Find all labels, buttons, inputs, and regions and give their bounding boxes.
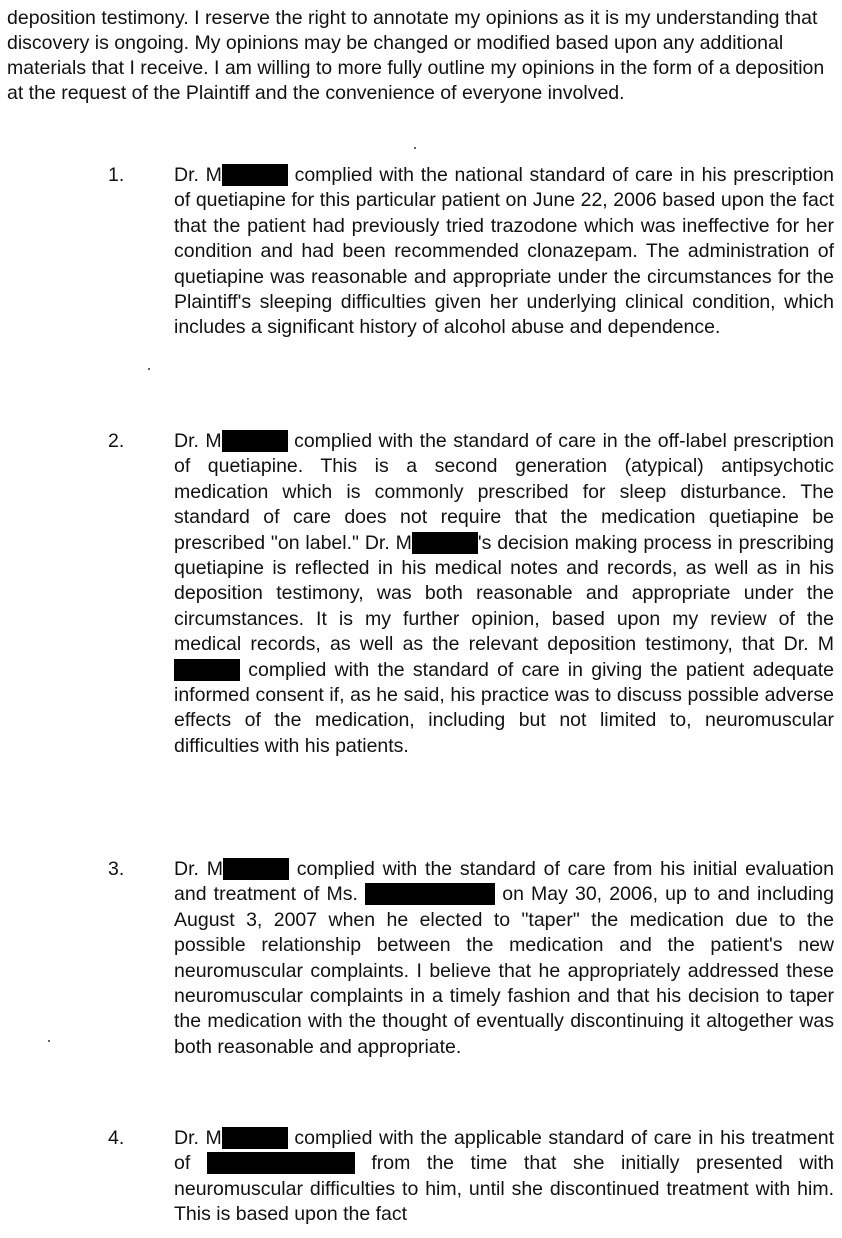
redaction-box: [365, 883, 495, 905]
redaction-box: [207, 1152, 355, 1174]
intro-paragraph: deposition testimony. I reserve the right to annotate my opinions as it is my understanding that discovery is ongoing. My opinions may be changed or modified based upon any additional materials that I receive. I am willing to more fully outline my opinions in the form of a deposition at the request of the Plaintiff and the convenience of everyone involved.: [7, 7, 825, 104]
item-number: 3.: [108, 858, 125, 880]
scan-speck: [48, 1040, 50, 1042]
item-lead-b: Dr. M: [364, 531, 412, 554]
item-body: complied with the national standard of care in his prescription of quetiapine for this particular patient on June 22, 2006 based upon the fact that the patient had previously tried trazodone which was ineffective for her condition and had been recommended clonazepam. The administration of quetiapine was reasonable and appropriate under the circumstances for the Plaintiff's sleeping difficulties given her underlying clinical condition, which includes a significant history of alcohol abuse and dependence.: [174, 164, 834, 339]
item-body-a: complied with the standard of care from his initial evaluation and treatment of Ms.: [174, 858, 834, 906]
scan-speck: [148, 368, 150, 370]
item-text: [174, 1126, 834, 1228]
item-body-a: complied with the standard of care in the off-label prescription of quetiapine. This is a second generation (atypical) antipsychotic medication which is commonly prescribed for sleep disturbance. The standard of care does not require that the medication quetiapine be prescribed "on label.": [174, 430, 835, 554]
item-lead: Dr. M: [174, 1127, 222, 1149]
item-body-a: complied with the applicable standard of care in his treatment of: [174, 1127, 834, 1175]
item-lead: Dr. M: [174, 164, 222, 186]
item-text: [174, 857, 834, 1060]
redaction-box: [412, 532, 478, 554]
item-body-b: from the time that she initially presented with neuromuscular difficulties to him, until she discontinued treatment with him. This is based upon the fact: [174, 1152, 834, 1226]
redaction-box: [222, 1127, 288, 1149]
redaction-box: [222, 430, 288, 452]
scan-speck: [414, 147, 416, 149]
redaction-box: [223, 858, 289, 880]
item-body-c: complied with the standard of care in giving the patient adequate informed consent if, as he said, his practice was to discuss possible adverse effects of the medication, including but not limited to, neuromuscular difficulties with his patients.: [174, 658, 835, 757]
item-body-b: 's decision making process in prescribing quetiapine is reflected in his medical notes and records, as well as in his deposition testimony, was both reasonable and appropriate under the circumstances. It is my further opinion, based upon my review of the medical records, as well as the relevant deposition testimony, that Dr. M: [174, 531, 834, 656]
redaction-box: [222, 164, 288, 186]
item-number: 1.: [108, 164, 125, 186]
item-text: [174, 163, 834, 341]
item-number: 4.: [108, 1127, 125, 1149]
item-lead: Dr. M: [174, 858, 223, 880]
redaction-box: [174, 659, 240, 681]
item-body-b: on May 30, 2006, up to and including August 3, 2007 when he elected to "taper" the medication due to the possible relationship between the medication and the patient's new neuromuscular complaints. I believe that he appropriately addressed these neuromuscular complaints in a timely fashion and that his decision to taper the medication with the thought of eventually discontinuing it altogether was both reasonable and appropriate.: [174, 883, 834, 1058]
item-number: 2.: [108, 430, 125, 452]
item-text: [174, 429, 834, 759]
item-lead: Dr. M: [174, 430, 222, 452]
